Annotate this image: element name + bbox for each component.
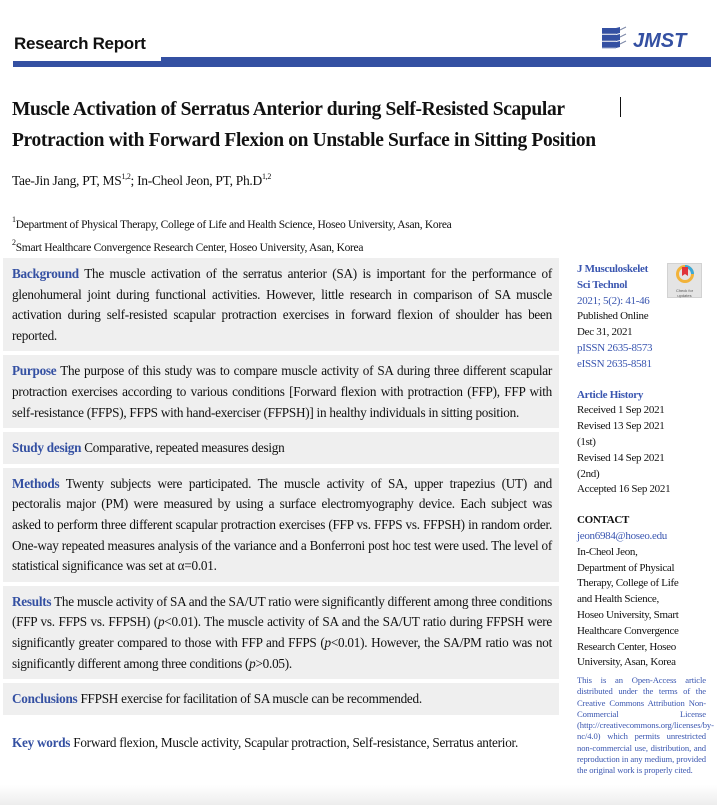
abstract-section-text: >0.05). [255,655,292,671]
crossmark-icon [675,264,695,289]
license-notice: This is an Open-Access article distributed under the terms of the Creative Commons Attribution Non-Commercial License (http://creativecommons.org/licenses/by-nc/4.0) which permits unrestricted non-commercial use, distribution, and reproduction in any medium, provided the original work is properly cited. [577,675,714,776]
abstract-conclusions [3,683,559,715]
article-history-title: Article History [577,388,644,401]
affiliation-number: 2 [12,238,16,247]
pissn: pISSN 2635-8573 [577,341,653,354]
affiliation-number: 1 [12,215,16,224]
history-item: (1st) [577,435,596,448]
p-value-symbol: p [249,655,256,671]
affiliation-text: Department of Physical Therapy, College of Life and Health Science, Hoseo University, Asan, Korea [15,219,452,231]
published-label: Published Online [577,310,649,323]
journal-logo-text: JMST [633,30,687,52]
keywords-label: Key words [12,734,71,750]
contact-line: In-Cheol Jeon, [577,545,638,558]
abstract-section-text: The muscle activity of SA and the SA/UT ratio were significantly different among three conditions (FFP vs. FFPS vs. FFPSH) ( [12,593,552,630]
eissn: eISSN 2635-8581 [577,357,652,370]
abstract [3,258,559,753]
abstract-section-label: Methods [12,475,60,491]
abstract-background [3,258,559,351]
history-item: (2nd) [577,467,600,480]
abstract-section-text: The muscle activation of the serratus anterior (SA) is important for the performance of glenohumeral joint during functional activities. However, little research in comparison of SA muscle activation during self-resisted scapular protraction exercises in forward flexion of shoulder has been reported. [12,266,552,343]
journal-logo [600,26,686,57]
abstract-results [3,586,559,679]
contact-title: CONTACT [577,514,630,527]
author-affiliation-sup: 1,2 [261,172,272,181]
contact-line: University, Asan, Korea [577,656,676,669]
abstract-methods [3,468,559,582]
abstract-section-text: <0.01). However, the SA/PM ratio was not significantly different among three conditions ( [12,634,552,671]
history-item: Revised 13 Sep 2021 [577,420,665,433]
affiliation-list [12,211,451,257]
p-value-symbol: p [324,634,331,650]
abstract-section-label: Study design [12,440,82,456]
keywords-text: Forward flexion, Muscle activity, Scapular protraction, Self-resistance, Serratus anterior. [70,734,519,750]
article-title[interactable] [12,94,702,156]
abstract-section-label: Purpose [12,363,57,379]
contact-line: Research Center, Hoseo [577,640,676,653]
history-item: Received 1 Sep 2021 [577,404,665,417]
crossmark-label: Check for updates [675,288,694,298]
article-title-line-2: Protraction with Forward Flexion on Unstable Surface in Sitting Position [12,130,596,151]
abstract-section-text: Twenty subjects were participated. The muscle activity of SA, upper trapezius (UT) and pectoralis major (PM) were measured by using a surface electromyography device. Each subject was asked to perform three different scapular protraction exercises (FFP vs. FFPS vs. FFPSH) in random order. One-way repeated measures analysis of the variance and a Bonferroni post hoc test were used. The level of statistical significance was set at α=0.01. [12,475,552,574]
check-for-updates-button[interactable] [667,263,702,298]
author-list [12,172,271,189]
journal-name: Sci Technol [577,278,628,291]
abstract-section-text: The purpose of this study was to compare muscle activity of SA during three different scapular protraction exercises according to various conditions [Forward flexion with protraction (FFP), FFP with self-resistance (FFPS), FFPS with hand-exerciser (FFPSH)] in healthy individuals in sitting position. [12,363,552,420]
abstract-purpose [3,355,559,428]
abstract-section-text: Comparative, repeated measures design [81,440,285,456]
author-affiliation-sup: 1,2 [121,172,131,181]
section-type-label: Research Report [14,34,146,53]
contact-line: Healthcare Convergence [577,624,679,637]
author-separator: ; [130,173,138,188]
text-cursor [620,97,621,117]
abstract-section-text: <0.01). The muscle activity of SA and the SA/UT ratio during FFPSH were significantly greater compared to those with FFP and FFPS ( [12,614,552,650]
article-title-line-1: Muscle Activation of Serratus Anterior during Self-Resisted Scapular [12,99,565,120]
abstract-section-label: Background [12,266,79,281]
abstract-study-design [3,432,559,464]
contact-email[interactable]: jeon6984@hoseo.edu [577,529,667,542]
history-item: Revised 14 Sep 2021 [577,451,665,464]
affiliation-item [12,211,451,234]
affiliation-item [12,234,451,257]
contact-line: Therapy, College of Life [577,577,679,590]
abstract-section-label: Results [12,593,52,609]
journal-name: J Musculoskelet [577,263,648,275]
books-icon [600,26,628,57]
volume-info[interactable]: 2021; 5(2): 41-46 [577,294,650,307]
header-divider-notch [13,57,161,61]
author-name: Tae-Jin Jang, PT, MS [12,173,122,188]
contact-line: Hoseo University, Smart [577,608,679,621]
page-bottom-shadow [0,785,717,805]
abstract-section-label: Conclusions [12,691,78,707]
contact-line: and Health Science, [577,593,659,606]
keywords [3,719,559,754]
abstract-section-text: FFPSH exercise for facilitation of SA muscle can be recommended. [77,691,422,707]
author-name: In-Cheol Jeon, PT, Ph.D [137,173,262,188]
history-item: Accepted 16 Sep 2021 [577,483,671,496]
contact-line: Department of Physical [577,561,675,574]
p-value-symbol: p [157,614,165,630]
affiliation-text: Smart Healthcare Convergence Research Center, Hoseo University, Asan, Korea [15,242,364,254]
article-info-sidebar [577,262,712,671]
published-date: Dec 31, 2021 [577,326,633,339]
